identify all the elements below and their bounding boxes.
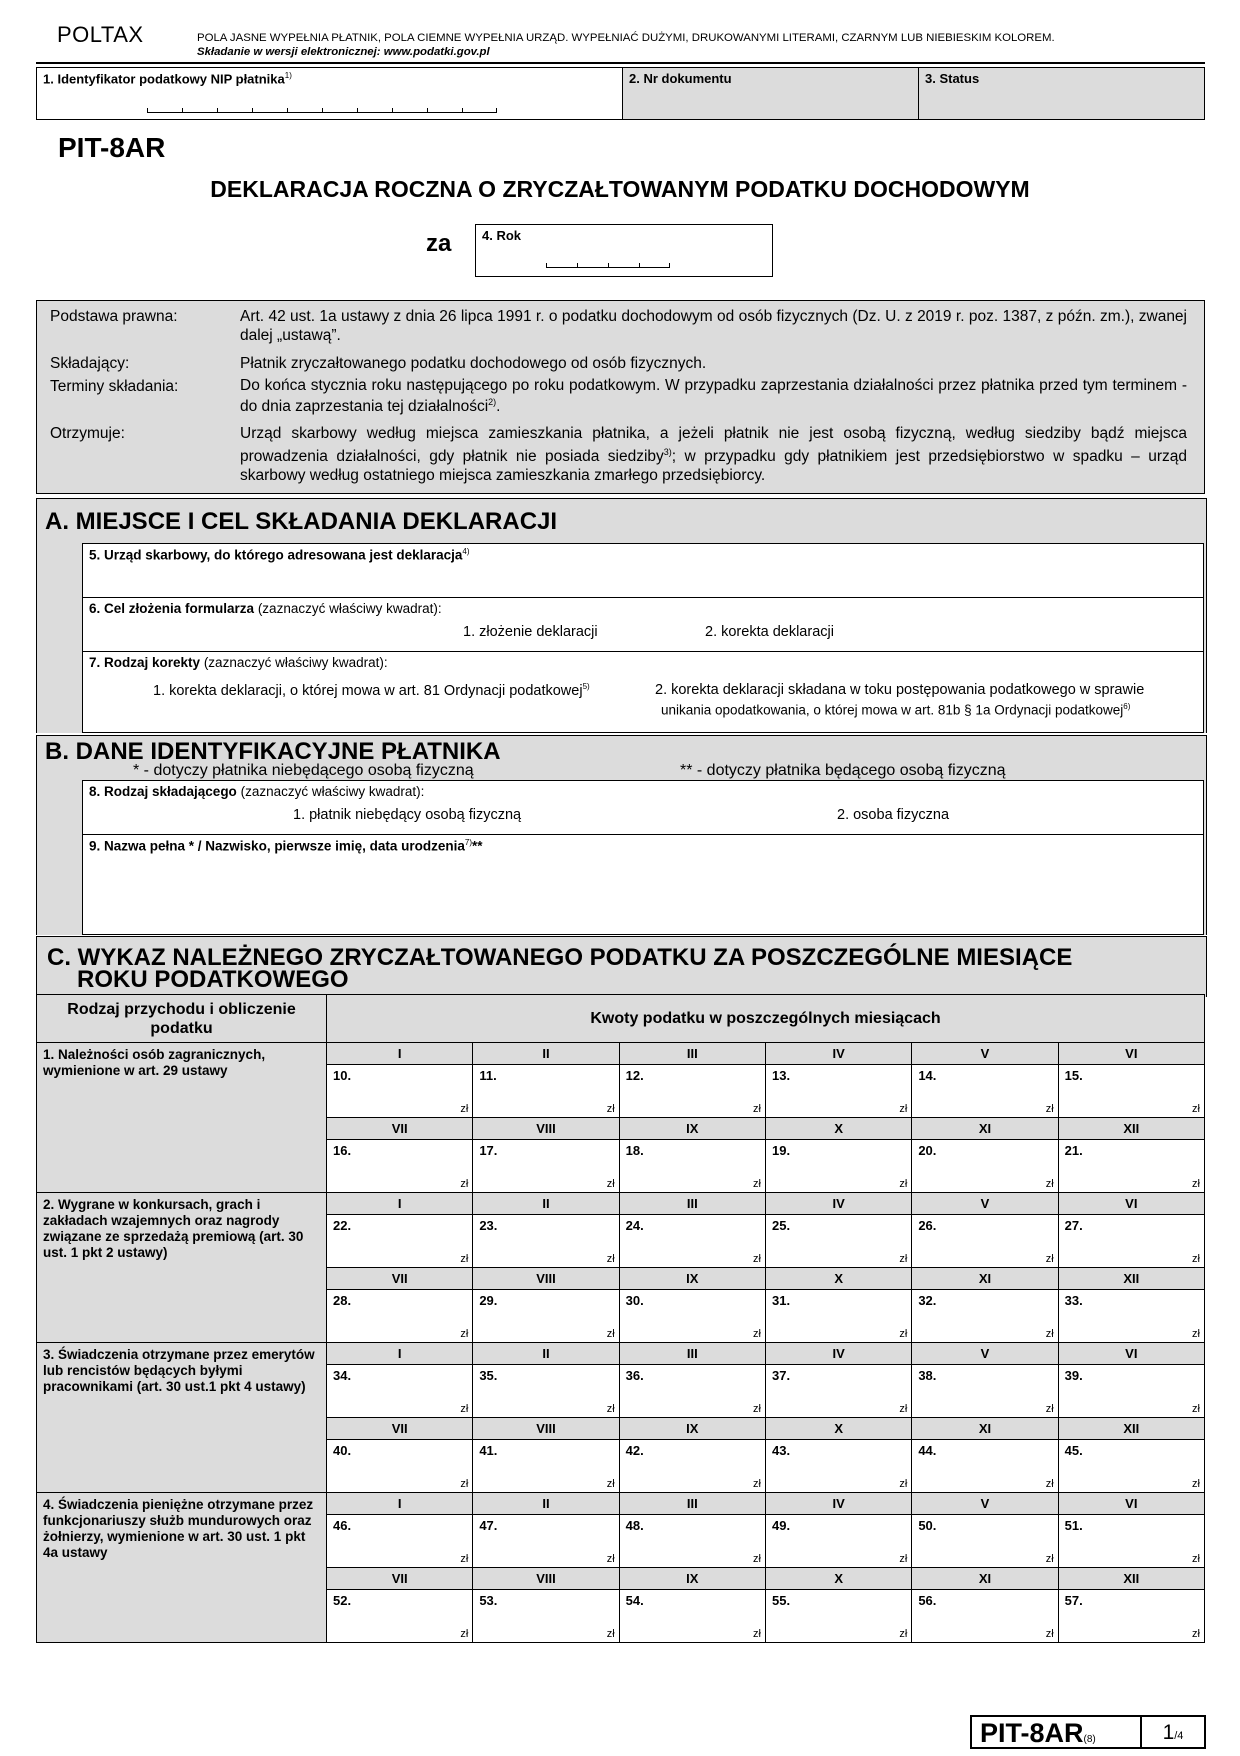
field-number: 25. [771, 1218, 791, 1233]
tax-amount-field[interactable] [912, 1365, 1058, 1418]
purpose-label: 6. Cel złożenia formularza (zaznaczyć właściwy kwadrat): [89, 601, 442, 616]
field-number: 43. [771, 1443, 791, 1458]
field-number: 48. [625, 1518, 644, 1533]
filer-type-field [82, 780, 1204, 835]
correction-option-art81b-line2: unikania opodatkowania, o której mowa w art. 81b § 1a Ordynacji podatkowej$^{6)}$ [661, 702, 1131, 718]
currency-label: zł [1192, 1553, 1200, 1565]
tax-amount-field[interactable] [912, 1590, 1058, 1643]
status-field [918, 67, 1205, 120]
tax-amount-field[interactable] [327, 1140, 473, 1193]
tax-amount-field[interactable] [473, 1515, 619, 1568]
currency-label: zł [460, 1478, 469, 1490]
field-number: 42. [625, 1443, 644, 1458]
field-number: 21. [1064, 1143, 1083, 1158]
month-header: II [473, 1043, 619, 1065]
field-number: 29. [479, 1293, 498, 1308]
basis-key: Podstawa prawna: [50, 308, 178, 325]
field-number: 55. [771, 1593, 791, 1608]
month-header: IV [765, 1193, 911, 1215]
field-number: 23. [479, 1218, 498, 1233]
section-c-heading-line1: C. WYKAZ NALEŻNEGO ZRYCZAŁTOWANEGO PODATKU ZA POSZCZEGÓLNE MIESIĄCE [47, 944, 1073, 971]
legal-info-box [36, 300, 1205, 494]
currency-label: zł [899, 1103, 908, 1115]
tax-amount-field[interactable] [473, 1590, 619, 1643]
field-number: 39. [1064, 1368, 1083, 1383]
month-header: III [619, 1043, 765, 1065]
status-label: 3. Status [925, 71, 980, 86]
comb-cell [546, 263, 577, 268]
section-c [36, 936, 1207, 997]
currency-label: zł [606, 1553, 615, 1565]
tax-amount-field[interactable] [619, 1365, 765, 1418]
currency-label: zł [899, 1253, 908, 1265]
year-comb [546, 263, 670, 268]
tax-amount-field[interactable] [619, 1065, 765, 1118]
tax-amount-field[interactable] [1058, 1515, 1204, 1568]
tax-amount-field[interactable] [473, 1290, 619, 1343]
field-number: 36. [625, 1368, 644, 1383]
field-number: 44. [918, 1443, 937, 1458]
field-number: 19. [771, 1143, 791, 1158]
currency-label: zł [1045, 1178, 1054, 1190]
currency-label: zł [606, 1628, 615, 1640]
za-label: za [426, 230, 452, 257]
field-number: 32. [918, 1293, 937, 1308]
field-number: 18. [625, 1143, 644, 1158]
month-header: X [765, 1418, 911, 1440]
month-header: VIII [473, 1418, 619, 1440]
field-number: 11. [479, 1068, 497, 1083]
currency-label: zł [899, 1178, 908, 1190]
month-header: V [912, 1343, 1058, 1365]
field-number: 56. [918, 1593, 937, 1608]
nip-comb [147, 108, 497, 113]
nip-label: 1. Identyfikator podatkowy NIP płatnika$^{1)}$ [43, 71, 292, 87]
tax-amount-field[interactable] [473, 1215, 619, 1268]
field-number: 16. [333, 1143, 352, 1158]
tax-amount-field[interactable] [912, 1515, 1058, 1568]
correction-type-label: 7. Rodzaj korekty (zaznaczyć właściwy kwadrat): [89, 655, 388, 670]
month-header: I [327, 1043, 473, 1065]
income-category-label: 2. Wygrane w konkursach, grach i zakładach wzajemnych oraz nagrody związane ze sprzedażą premiową (art. 30 ust. 1 pkt 2 ustawy) [37, 1193, 327, 1343]
field-number: 49. [771, 1518, 791, 1533]
section-a [36, 498, 1207, 733]
currency-label: zł [460, 1553, 469, 1565]
month-header: XI [912, 1268, 1058, 1290]
filer-type-label: 8. Rodzaj składającego (zaznaczyć właściwy kwadrat): [89, 784, 425, 799]
tax-amount-field[interactable] [1058, 1065, 1204, 1118]
tax-amount-field[interactable] [619, 1290, 765, 1343]
field-number: 46. [333, 1518, 352, 1533]
field-number: 33. [1064, 1293, 1083, 1308]
field-number: 41. [479, 1443, 498, 1458]
currency-label: zł [606, 1328, 615, 1340]
currency-label: zł [606, 1403, 615, 1415]
field-number: 26. [918, 1218, 937, 1233]
tax-amount-field[interactable] [765, 1065, 911, 1118]
comb-cell [147, 108, 182, 113]
tax-amount-field[interactable] [1058, 1440, 1204, 1493]
tax-amount-field[interactable] [1058, 1290, 1204, 1343]
deadline-key: Terminy składania: [50, 378, 179, 395]
month-header: VIII [473, 1268, 619, 1290]
tax-amount-field[interactable] [1058, 1215, 1204, 1268]
recipient-key: Otrzymuje: [50, 425, 125, 442]
section-b [36, 735, 1207, 935]
month-header: II [473, 1193, 619, 1215]
tax-amount-field[interactable] [473, 1140, 619, 1193]
currency-label: zł [460, 1103, 469, 1115]
currency-label: zł [1192, 1328, 1200, 1340]
currency-label: zł [460, 1403, 469, 1415]
monthly-tax-table [36, 994, 1205, 1643]
month-header: IX [619, 1268, 765, 1290]
month-header: IV [765, 1343, 911, 1365]
month-header: VI [1058, 1043, 1204, 1065]
tax-amount-field[interactable] [1058, 1365, 1204, 1418]
tax-amount-field[interactable] [765, 1365, 911, 1418]
field-number: 12. [625, 1068, 644, 1083]
tax-amount-field[interactable] [765, 1590, 911, 1643]
month-header: VIII [473, 1118, 619, 1140]
filer-value: Płatnik zryczałtowanego podatku dochodowego od osób fizycznych. [240, 355, 707, 372]
month-header: XII [1058, 1418, 1204, 1440]
month-header: I [327, 1493, 473, 1515]
filer-option-legal-entity[interactable]: 1. płatnik niebędący osobą fizyczną [293, 807, 522, 823]
field-number: 10. [333, 1068, 352, 1083]
comb-cell [182, 108, 217, 113]
tax-amount-field[interactable] [765, 1140, 911, 1193]
field-number: 14. [918, 1068, 937, 1083]
currency-label: zł [1045, 1103, 1054, 1115]
month-header: XI [912, 1118, 1058, 1140]
tax-amount-field[interactable] [619, 1440, 765, 1493]
field-number: 22. [333, 1218, 352, 1233]
document-number-field [622, 67, 920, 120]
currency-label: zł [606, 1178, 615, 1190]
tax-amount-field[interactable] [473, 1065, 619, 1118]
month-header: IV [765, 1493, 911, 1515]
field-number: 31. [771, 1293, 791, 1308]
month-header: XI [912, 1568, 1058, 1590]
currency-label: zł [1192, 1628, 1200, 1640]
month-header: V [912, 1043, 1058, 1065]
form-code: PIT-8AR [58, 132, 166, 163]
month-header: VI [1058, 1343, 1204, 1365]
field-number: 53. [479, 1593, 498, 1608]
field-number: 34. [333, 1368, 352, 1383]
month-header: VII [327, 1418, 473, 1440]
field-number: 15. [1064, 1068, 1083, 1083]
month-header: V [912, 1193, 1058, 1215]
currency-label: zł [1192, 1403, 1200, 1415]
col-header-monthly-amounts: Kwoty podatku w poszczególnych miesiącach [327, 995, 1205, 1043]
tax-amount-field[interactable] [1058, 1140, 1204, 1193]
currency-label: zł [460, 1253, 469, 1265]
currency-label: zł [606, 1478, 615, 1490]
month-header: I [327, 1343, 473, 1365]
income-category-label: 1. Należności osób zagranicznych, wymienione w art. 29 ustawy [37, 1043, 327, 1193]
currency-label: zł [1192, 1253, 1200, 1265]
field-number: 28. [333, 1293, 352, 1308]
field-number: 40. [333, 1443, 352, 1458]
month-header: II [473, 1493, 619, 1515]
currency-label: zł [1045, 1478, 1054, 1490]
field-number: 54. [625, 1593, 644, 1608]
filer-key: Składający: [50, 355, 130, 372]
correction-option-art81b[interactable] [655, 682, 1144, 718]
payer-name-label: 9. Nazwa pełna * / Nazwisko, pierwsze imię, data urodzenia$^{7)}$** [89, 838, 483, 854]
currency-label: zł [753, 1253, 761, 1265]
currency-label: zł [1045, 1628, 1054, 1640]
month-header: VI [1058, 1193, 1204, 1215]
month-header: X [765, 1568, 911, 1590]
payer-name-field[interactable] [82, 834, 1204, 935]
month-header: I [327, 1193, 473, 1215]
recipient-value: Urząd skarbowy według miejsca zamieszkania płatnika, a jeżeli płatnik nie jest osobą fizyczną, według siedziby bądź miejsca prowadzenia działalności, gdy płatnik nie posiada siedziby$^{3)}$; w przypadku gdy płatnikiem jest przedsiębiorstwo w spadku – urząd skarbowy według ostatniego miejsca zamieszkania zmarłego przedsiębiorcy. [240, 425, 1187, 485]
currency-label: zł [1192, 1103, 1200, 1115]
currency-label: zł [753, 1328, 761, 1340]
purpose-option-correction[interactable]: 2. korekta deklaracji [705, 624, 834, 640]
col-header-income-type: Rodzaj przychodu i obliczenie podatku [37, 995, 327, 1043]
tax-amount-field[interactable] [912, 1290, 1058, 1343]
tax-amount-field[interactable] [912, 1065, 1058, 1118]
field-number: 47. [479, 1518, 498, 1533]
tax-amount-field[interactable] [327, 1515, 473, 1568]
tax-amount-field[interactable] [473, 1440, 619, 1493]
section-a-heading: A. MIEJSCE I CEL SKŁADANIA DEKLARACJI [45, 508, 558, 535]
month-header: VII [327, 1568, 473, 1590]
currency-label: zł [753, 1628, 761, 1640]
year-field[interactable] [475, 224, 773, 277]
tax-amount-field[interactable] [765, 1290, 911, 1343]
tax-amount-field[interactable] [912, 1440, 1058, 1493]
field-number: 51. [1064, 1518, 1083, 1533]
month-header: X [765, 1118, 911, 1140]
currency-label: zł [753, 1178, 761, 1190]
document-number-label: 2. Nr dokumentu [629, 71, 732, 86]
currency-label: zł [753, 1403, 761, 1415]
currency-label: zł [1045, 1553, 1054, 1565]
currency-label: zł [1192, 1178, 1200, 1190]
month-header: II [473, 1343, 619, 1365]
currency-label: zł [1192, 1478, 1200, 1490]
electronic-filing-note: Składanie w wersji elektronicznej: www.podatki.gov.pl [197, 46, 490, 58]
comb-cell [252, 108, 287, 113]
tax-amount-field[interactable] [765, 1215, 911, 1268]
month-header: XII [1058, 1268, 1204, 1290]
tax-office-label: 5. Urząd skarbowy, do którego adresowana jest deklaracja$^{4)}$ [89, 547, 470, 563]
month-header: III [619, 1193, 765, 1215]
comb-cell [427, 108, 462, 113]
currency-label: zł [1045, 1328, 1054, 1340]
tax-amount-field[interactable] [765, 1515, 911, 1568]
correction-option-art81[interactable]: 1. korekta deklaracji, o której mowa w art. 81 Ordynacji podatkowej$^{5)}$ [153, 682, 590, 699]
deadline-value: Do końca stycznia roku następującego po roku podatkowym. W przypadku zaprzestania działalności przez płatnika przed tym terminem - do dnia zaprzestania tej działalności$^{2)}$. [240, 377, 1187, 416]
month-header: III [619, 1343, 765, 1365]
correction-type-field [82, 651, 1204, 733]
month-header: XI [912, 1418, 1058, 1440]
currency-label: zł [899, 1403, 908, 1415]
year-label: 4. Rok [482, 228, 522, 243]
section-b-heading: B. DANE IDENTYFIKACYJNE PŁATNIKA [45, 738, 501, 765]
currency-label: zł [753, 1553, 761, 1565]
field-number: 52. [333, 1593, 352, 1608]
correction-option-art81b-line1: 2. korekta deklaracji składana w toku postępowania podatkowego w sprawie [655, 682, 1145, 698]
comb-cell [608, 263, 639, 268]
currency-label: zł [1045, 1253, 1054, 1265]
currency-label: zł [753, 1103, 761, 1115]
currency-label: zł [460, 1628, 469, 1640]
currency-label: zł [460, 1328, 469, 1340]
comb-cell [639, 263, 670, 268]
brand-poltax: POLTAX [57, 22, 144, 47]
currency-label: zł [606, 1103, 615, 1115]
field-number: 38. [918, 1368, 937, 1383]
comb-cell [577, 263, 608, 268]
purpose-option-declaration[interactable]: 1. złożenie deklaracji [463, 624, 598, 640]
nip-field[interactable] [36, 67, 624, 120]
tax-amount-field[interactable] [619, 1515, 765, 1568]
tax-amount-field[interactable] [912, 1140, 1058, 1193]
fill-instructions [197, 31, 1055, 59]
form-title: DEKLARACJA ROCZNA O ZRYCZAŁTOWANYM PODATKU DOCHODOWYM [210, 176, 1030, 202]
month-header: VIII [473, 1568, 619, 1590]
comb-cell [322, 108, 357, 113]
currency-label: zł [753, 1478, 761, 1490]
field-number: 27. [1064, 1218, 1083, 1233]
comb-cell [287, 108, 322, 113]
field-number: 50. [918, 1518, 937, 1533]
tax-amount-field[interactable] [1058, 1590, 1204, 1643]
month-header: IX [619, 1418, 765, 1440]
comb-cell [357, 108, 392, 113]
currency-label: zł [899, 1553, 908, 1565]
field-number: 35. [479, 1368, 498, 1383]
purpose-field [82, 597, 1204, 652]
page-footer [970, 1715, 1206, 1749]
month-header: IX [619, 1568, 765, 1590]
tax-amount-field[interactable] [473, 1365, 619, 1418]
comb-cell [462, 108, 497, 113]
filer-option-natural-person[interactable]: 2. osoba fizyczna [837, 807, 950, 823]
basis-value: Art. 42 ust. 1a ustawy z dnia 26 lipca 1991 r. o podatku dochodowym od osób fizycznych (Dz. U. z 2019 r. poz. 1387, z późn. zm.), zwanej dalej „ustawą”. [240, 308, 1187, 344]
header-divider [36, 62, 1205, 64]
tax-amount-field[interactable] [619, 1140, 765, 1193]
section-c-heading-line2: ROKU PODATKOWEGO [77, 966, 349, 993]
currency-label: zł [1045, 1403, 1054, 1415]
month-header: XII [1058, 1118, 1204, 1140]
tax-amount-field[interactable] [912, 1215, 1058, 1268]
tax-office-field[interactable] [82, 543, 1204, 598]
field-number: 37. [771, 1368, 791, 1383]
month-header: VI [1058, 1493, 1204, 1515]
field-number: 45. [1064, 1443, 1083, 1458]
currency-label: zł [899, 1478, 908, 1490]
month-header: VII [327, 1118, 473, 1140]
month-header: XII [1058, 1568, 1204, 1590]
month-header: VII [327, 1268, 473, 1290]
currency-label: zł [606, 1253, 615, 1265]
currency-label: zł [899, 1328, 908, 1340]
month-header: IV [765, 1043, 911, 1065]
field-number: 13. [771, 1068, 791, 1083]
income-category-label: 4. Świadczenia pieniężne otrzymane przez funkcjonariuszy służb mundurowych oraz żołnierzy, wymienione w art. 30 ust. 1 pkt 4a ustawy [37, 1493, 327, 1643]
currency-label: zł [460, 1178, 469, 1190]
tax-amount-field[interactable] [619, 1590, 765, 1643]
tax-amount-field[interactable] [327, 1065, 473, 1118]
month-header: V [912, 1493, 1058, 1515]
note-natural-person: ** - dotyczy płatnika będącego osobą fizyczną [680, 762, 1006, 779]
month-header: III [619, 1493, 765, 1515]
field-number: 20. [918, 1143, 937, 1158]
month-header: IX [619, 1118, 765, 1140]
field-number: 57. [1064, 1593, 1083, 1608]
income-category-label: 3. Świadczenia otrzymane przez emerytów lub rencistów będących byłymi pracownikami (art. 30 ust.1 pkt 4 ustawy) [37, 1343, 327, 1493]
tax-amount-field[interactable] [765, 1440, 911, 1493]
tax-amount-field[interactable] [327, 1215, 473, 1268]
currency-label: zł [899, 1628, 908, 1640]
field-number: 17. [479, 1143, 498, 1158]
tax-amount-field[interactable] [327, 1365, 473, 1418]
footer-form-code: PIT-8AR(8) [972, 1717, 1142, 1747]
note-legal-entity: * - dotyczy płatnika niebędącego osobą fizyczną [133, 762, 474, 779]
tax-amount-field[interactable] [327, 1590, 473, 1643]
tax-amount-field[interactable] [327, 1440, 473, 1493]
comb-cell [392, 108, 427, 113]
tax-amount-field[interactable] [327, 1290, 473, 1343]
footer-page-number: 1/4 [1162, 1721, 1184, 1744]
field-number: 24. [625, 1218, 644, 1233]
month-header: X [765, 1268, 911, 1290]
instructions-text: POLA JASNE WYPEŁNIA PŁATNIK, POLA CIEMNE WYPEŁNIA URZĄD. WYPEŁNIAĆ DUŻYMI, DRUKOWANYMI LITERAMI, CZARNYM LUB NIEBIESKIM KOLOREM. [197, 32, 1055, 44]
tax-amount-field[interactable] [619, 1215, 765, 1268]
comb-cell [217, 108, 252, 113]
field-number: 30. [625, 1293, 644, 1308]
